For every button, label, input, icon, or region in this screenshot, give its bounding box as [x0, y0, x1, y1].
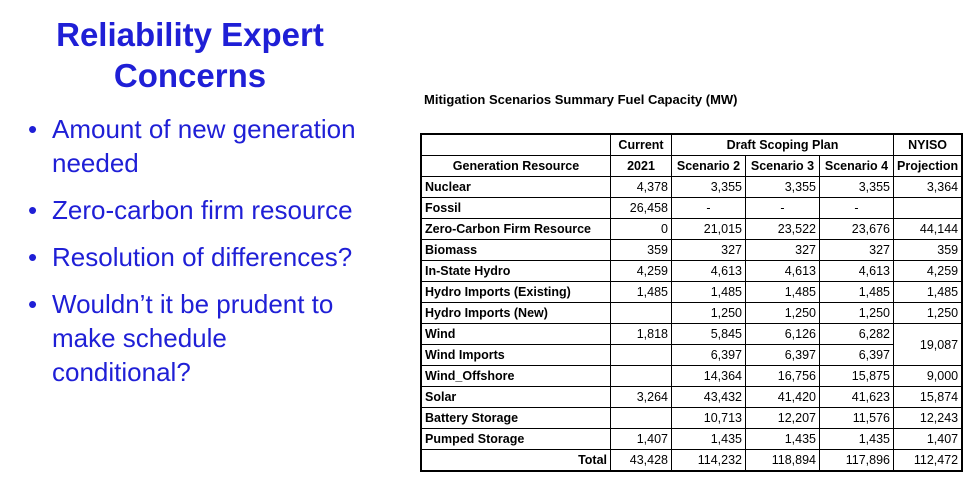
table-row	[421, 429, 962, 450]
cell-scenario-4: 41,623	[820, 387, 894, 408]
cell-nyiso: 12,243	[894, 408, 963, 429]
cell-current: 1,485	[611, 282, 672, 303]
table-row	[421, 345, 962, 366]
cell-current	[611, 366, 672, 387]
header-row-2	[421, 156, 962, 177]
bullet-item	[20, 287, 370, 389]
cell-scenario-4: 1,250	[820, 303, 894, 324]
cell-scenario-3: 6,397	[746, 345, 820, 366]
table-row	[421, 240, 962, 261]
resource-name: Wind_Offshore	[421, 366, 611, 387]
table-row	[421, 324, 962, 345]
cell-scenario-2: 10,713	[672, 408, 746, 429]
total-row	[421, 450, 962, 472]
resource-name: In-State Hydro	[421, 261, 611, 282]
cell-scenario-3: 1,250	[746, 303, 820, 324]
cell-scenario-2: 1,250	[672, 303, 746, 324]
cell-current: 3,264	[611, 387, 672, 408]
header-blank	[421, 134, 611, 156]
header-projection: Projection	[894, 156, 963, 177]
cell-scenario-3: 4,613	[746, 261, 820, 282]
cell-scenario-2: 4,613	[672, 261, 746, 282]
cell-scenario-4: 1,435	[820, 429, 894, 450]
resource-name: Biomass	[421, 240, 611, 261]
bullet-dot-icon: •	[28, 289, 38, 319]
resource-name: Nuclear	[421, 177, 611, 198]
total-scenario-2: 114,232	[672, 450, 746, 472]
header-scenario-3: Scenario 3	[746, 156, 820, 177]
table-row	[421, 408, 962, 429]
cell-scenario-3: 327	[746, 240, 820, 261]
cell-scenario-4: -	[820, 198, 894, 219]
title-line-1: Reliability Expert	[56, 16, 324, 53]
cell-nyiso: 359	[894, 240, 963, 261]
bullet-text: Zero-carbon firm resource	[52, 195, 353, 225]
cell-scenario-4: 11,576	[820, 408, 894, 429]
bullet-item	[20, 240, 370, 274]
bullet-item	[20, 193, 370, 227]
cell-nyiso: 19,087	[894, 324, 963, 366]
header-scenario-4: Scenario 4	[820, 156, 894, 177]
cell-nyiso: 15,874	[894, 387, 963, 408]
cell-scenario-3: 23,522	[746, 219, 820, 240]
bullet-text: Resolution of differences?	[52, 242, 353, 272]
cell-current: 1,407	[611, 429, 672, 450]
cell-current	[611, 303, 672, 324]
cell-current: 4,259	[611, 261, 672, 282]
total-nyiso: 112,472	[894, 450, 963, 472]
table-caption: Mitigation Scenarios Summary Fuel Capacity (MW)	[424, 92, 738, 107]
table-row	[421, 282, 962, 303]
cell-scenario-3: 41,420	[746, 387, 820, 408]
bullet-text: Amount of new generation needed	[52, 114, 356, 178]
table-row	[421, 198, 962, 219]
title-line-2: Concerns	[113, 57, 267, 94]
table-row	[421, 303, 962, 324]
total-label: Total	[421, 450, 611, 472]
cell-scenario-2: 3,355	[672, 177, 746, 198]
cell-scenario-3: 6,126	[746, 324, 820, 345]
total-scenario-4: 117,896	[820, 450, 894, 472]
cell-nyiso: 3,364	[894, 177, 963, 198]
bullet-list	[20, 112, 370, 402]
table-row	[421, 261, 962, 282]
table-row	[421, 366, 962, 387]
cell-scenario-4: 4,613	[820, 261, 894, 282]
bullet-dot-icon: •	[28, 242, 38, 272]
cell-current: 26,458	[611, 198, 672, 219]
cell-nyiso: 1,485	[894, 282, 963, 303]
cell-current: 4,378	[611, 177, 672, 198]
resource-name: Hydro Imports (New)	[421, 303, 611, 324]
cell-scenario-2: 14,364	[672, 366, 746, 387]
cell-nyiso: 1,250	[894, 303, 963, 324]
cell-nyiso	[894, 198, 963, 219]
cell-nyiso: 1,407	[894, 429, 963, 450]
cell-nyiso: 4,259	[894, 261, 963, 282]
cell-current: 1,818	[611, 324, 672, 345]
total-scenario-3: 118,894	[746, 450, 820, 472]
cell-scenario-4: 6,282	[820, 324, 894, 345]
cell-current: 0	[611, 219, 672, 240]
header-nyiso: NYISO	[894, 134, 963, 156]
cell-scenario-4: 1,485	[820, 282, 894, 303]
cell-nyiso: 9,000	[894, 366, 963, 387]
resource-name: Solar	[421, 387, 611, 408]
cell-scenario-4: 327	[820, 240, 894, 261]
table-row	[421, 219, 962, 240]
header-current: Current	[611, 134, 672, 156]
bullet-dot-icon: •	[28, 114, 38, 144]
cell-scenario-4: 15,875	[820, 366, 894, 387]
resource-name: Pumped Storage	[421, 429, 611, 450]
header-generation-resource: Generation Resource	[421, 156, 611, 177]
cell-scenario-2: 327	[672, 240, 746, 261]
cell-scenario-2: 43,432	[672, 387, 746, 408]
cell-scenario-3: 3,355	[746, 177, 820, 198]
cell-scenario-2: 1,485	[672, 282, 746, 303]
bullet-dot-icon: •	[28, 195, 38, 225]
cell-scenario-3: 1,435	[746, 429, 820, 450]
resource-name: Zero-Carbon Firm Resource	[421, 219, 611, 240]
cell-scenario-3: -	[746, 198, 820, 219]
header-draft-scoping-plan: Draft Scoping Plan	[672, 134, 894, 156]
cell-scenario-2: 1,435	[672, 429, 746, 450]
resource-name: Battery Storage	[421, 408, 611, 429]
cell-scenario-2: -	[672, 198, 746, 219]
cell-scenario-4: 3,355	[820, 177, 894, 198]
cell-scenario-3: 1,485	[746, 282, 820, 303]
cell-current	[611, 345, 672, 366]
resource-name: Wind Imports	[421, 345, 611, 366]
cell-scenario-2: 5,845	[672, 324, 746, 345]
cell-nyiso: 44,144	[894, 219, 963, 240]
header-row-1	[421, 134, 962, 156]
table-row	[421, 177, 962, 198]
fuel-capacity-table	[420, 133, 963, 472]
resource-name: Hydro Imports (Existing)	[421, 282, 611, 303]
bullet-item	[20, 112, 370, 180]
resource-name: Fossil	[421, 198, 611, 219]
total-current: 43,428	[611, 450, 672, 472]
resource-name: Wind	[421, 324, 611, 345]
cell-scenario-2: 21,015	[672, 219, 746, 240]
header-scenario-2: Scenario 2	[672, 156, 746, 177]
cell-scenario-3: 16,756	[746, 366, 820, 387]
cell-scenario-2: 6,397	[672, 345, 746, 366]
slide-title	[20, 14, 360, 96]
table-row	[421, 387, 962, 408]
cell-scenario-4: 23,676	[820, 219, 894, 240]
header-year: 2021	[611, 156, 672, 177]
cell-scenario-3: 12,207	[746, 408, 820, 429]
cell-current: 359	[611, 240, 672, 261]
bullet-text: Wouldn’t it be prudent to make schedule conditional?	[52, 289, 334, 387]
cell-current	[611, 408, 672, 429]
cell-scenario-4: 6,397	[820, 345, 894, 366]
